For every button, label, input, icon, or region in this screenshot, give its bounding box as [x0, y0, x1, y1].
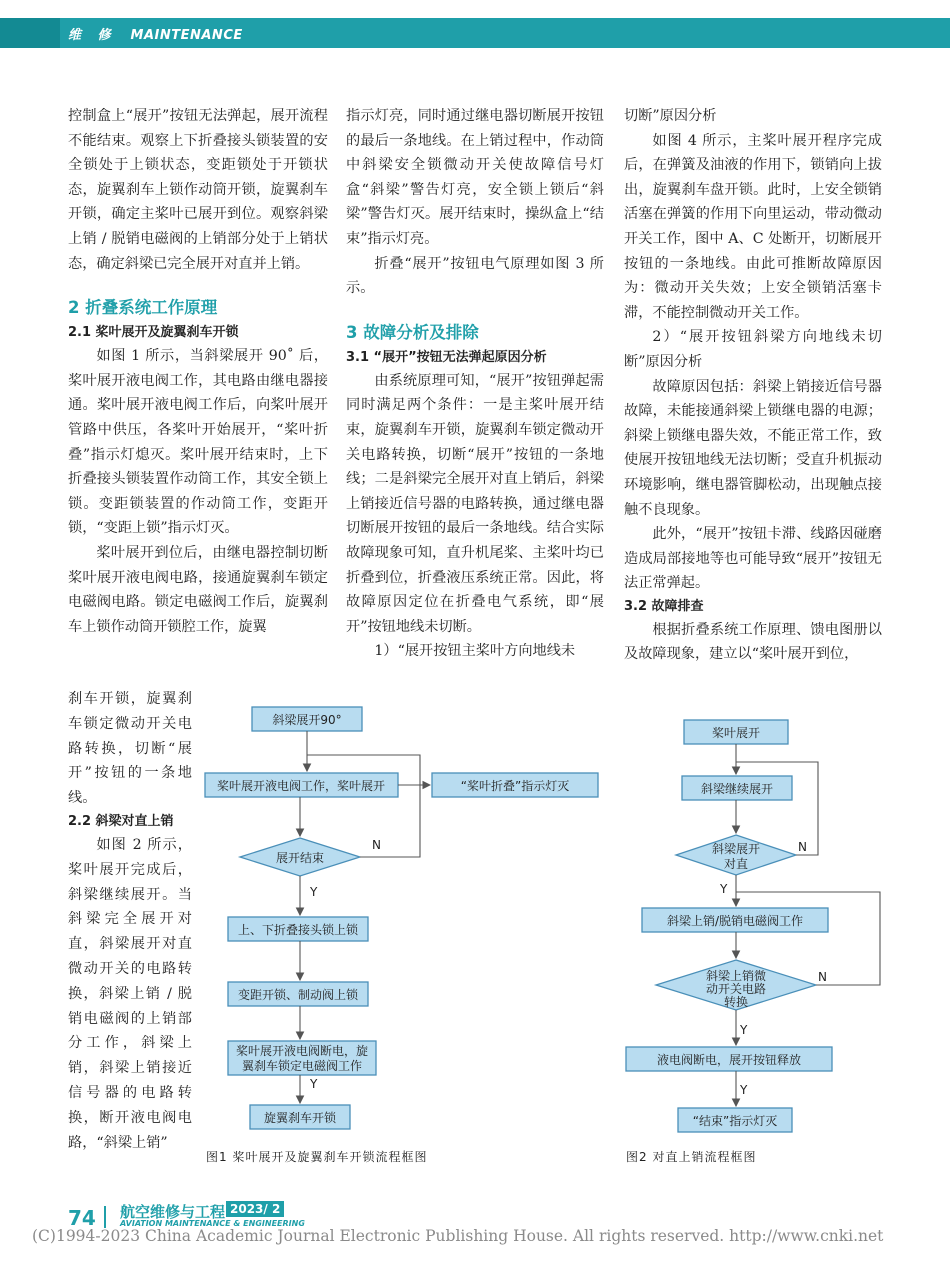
- journal-title: 航空维修与工程: [120, 1203, 226, 1221]
- paragraph: 折叠“展开”按钮电气原理如图 3 所示。: [346, 255, 604, 297]
- flow-text: 上、下折叠接头锁上锁: [237, 923, 359, 937]
- column-1-narrow: [68, 687, 192, 1155]
- paragraph: 如图 1 所示，当斜梁展开 90˚ 后，桨叶展开液电阀工作，其电路由继电器接通。桨叶展开液电阀工作后，向桨叶展开管路中供压，各桨叶开始展开，“桨叶折叠”指示灯熄灭。桨叶展开结束时，上下折叠接头锁装置作动筒工作，其安全锁上锁。变距锁装置的作动筒工作，变距开锁，“变距上锁”指示灯灭。: [68, 348, 328, 537]
- header-section-zh: 维 修: [68, 28, 117, 43]
- section-heading: 2 折叠系统工作原理: [68, 298, 218, 318]
- flow-text: 对直: [723, 857, 749, 871]
- figure-1-caption: 图1 桨叶展开及旋翼刹车开锁流程框图: [206, 1150, 428, 1164]
- paragraph: 1）“展开按钮主桨叶方向地线未: [374, 643, 576, 660]
- paragraph: 如图 2 所示，桨叶展开完成后，斜梁继续展开。当斜梁完全展开对直，斜梁展开对直微动开关的电路转换，斜梁上销 / 脱销电磁阀的上销部分工作，斜梁上销，斜梁上销接近信号器的电路转换，断开液电阀电路，“斜梁上销”: [68, 836, 192, 1151]
- paragraph: 桨叶展开到位后，由继电器控制切断桨叶展开液电阀电路，接通旋翼刹车锁定电磁阀电路。锁定电磁阀工作后，旋翼刹车上锁作动筒开锁腔工作，旋翼: [68, 544, 328, 635]
- flow-text: “桨叶折叠”指示灯灭: [460, 779, 570, 793]
- flow-label-no: N: [798, 840, 807, 854]
- header-section-title: [68, 24, 243, 43]
- paragraph: 由系统原理可知，“展开”按钮弹起需同时满足两个条件：一是主桨叶展开结束，旋翼刹车开锁，旋翼刹车锁定微动开关电路转换，切断“展开”按钮的一条地线；二是斜梁完全展开对直上销后，斜梁上销接近信号器的电路转换，通过继电器切断展开按钮的最后一条地线。结合实际故障现象可知，直升机尾桨、主桨叶均已折叠到位，折叠液压系统正常。因此，将故障原因定位在折叠电气系统，即“展开”按钮地线未切断。: [346, 372, 604, 635]
- flow-label-yes: Y: [740, 1083, 748, 1097]
- page-number: 74: [68, 1206, 96, 1230]
- header-section-en: MAINTENANCE: [130, 28, 243, 43]
- subsection-heading: 3.2 故障排查: [624, 598, 704, 614]
- flow-text: 斜梁上销微: [705, 969, 767, 983]
- flow-label-no: N: [818, 970, 827, 984]
- flow-text: 斜梁继续展开: [700, 782, 774, 796]
- subsection-heading: 2.2 斜梁对直上销: [68, 813, 174, 829]
- flow-label-yes: Y: [720, 882, 728, 896]
- paragraph: 根据折叠系统工作原理、馈电图册以及故障现象，建立以“桨叶展开到位，: [624, 621, 882, 663]
- flow-text: 变距开锁、制动阀上锁: [237, 988, 359, 1002]
- paragraph: 故障原因包括：斜梁上销接近信号器故障，未能接通斜梁上锁继电器的电源；斜梁上锁继电器失效，不能正常工作，致使展开按钮地线无法切断；受直升机振动环境影响，继电器管脚松动，出现触点接触不良现象。: [624, 378, 882, 518]
- journal-issue: 2023/ 2: [226, 1201, 284, 1217]
- flow-text: “结束”指示灯灭: [692, 1114, 778, 1128]
- header-accent-bar: [0, 18, 60, 48]
- flow-label-yes: Y: [740, 1023, 748, 1037]
- flow-label-yes: Y: [310, 1077, 318, 1091]
- subsection-heading: 3.1 “展开”按钮无法弹起原因分析: [346, 349, 547, 365]
- flow-text: 液电阀断电，展开按钮释放: [656, 1053, 802, 1067]
- paragraph: 指示灯亮，同时通过继电器切断展开按钮的最后一条地线。在上销过程中，作动筒中斜梁安全锁微动开关使故障信号灯盒“斜梁”警告灯亮，安全锁上锁后“斜梁”警告灯灭。展开结束时，操纵盒上“结束”指示灯亮。: [346, 108, 604, 247]
- figure-1-flowchart: [200, 695, 620, 1140]
- flow-text: 斜梁展开: [711, 842, 761, 856]
- flow-text: 桨叶展开液电阀工作，桨叶展开: [216, 779, 386, 793]
- paragraph: 2）“展开按钮斜梁方向地线未切断”原因分析: [624, 329, 882, 370]
- flow-text: 转换: [723, 995, 749, 1009]
- flow-text: 翼刹车锁定电磁阀工作: [241, 1059, 363, 1073]
- journal-title-en: AVIATION MAINTENANCE & ENGINEERING: [120, 1219, 305, 1228]
- footer-divider: [104, 1206, 106, 1228]
- flow-text: 动开关电路: [705, 982, 767, 996]
- figure-2-caption: 图2 对直上销流程框图: [626, 1150, 757, 1164]
- column-1: [68, 104, 328, 639]
- paragraph: 切断”原因分析: [624, 108, 717, 124]
- figure-2-flowchart: [622, 712, 892, 1142]
- copyright-watermark: (C)1994-2023 China Academic Journal Electronic Publishing House. All rights reserved. http://www.cnki.net: [32, 1227, 884, 1245]
- paragraph: 此外，“展开”按钮卡滞、线路因碰磨造成局部接地等也可能导致“展开”按钮无法正常弹起。: [624, 526, 882, 592]
- flow-text: 斜梁上销/脱销电磁阀工作: [666, 914, 804, 928]
- flow-label-yes: Y: [310, 885, 318, 899]
- paragraph: 刹车开锁，旋翼刹车锁定微动开关电路转换，切断“展开”按钮的一条地线。: [68, 691, 192, 807]
- column-3: [624, 104, 882, 667]
- flow-text: 斜梁展开90°: [272, 713, 342, 727]
- flow-text: 展开结束: [275, 851, 325, 865]
- column-2: [346, 104, 604, 664]
- flow-label-no: N: [372, 838, 381, 852]
- flow-text: 桨叶展开液电阀断电，旋: [235, 1044, 369, 1058]
- paragraph: 控制盒上“展开”按钮无法弹起，展开流程不能结束。观察上下折叠接头锁装置的安全锁处于上锁状态，变距锁处于开锁状态，旋翼刹车上锁作动筒开锁，旋翼刹车开锁，确定主桨叶已展开到位。观察斜梁上销 / 脱销电磁阀的上销部分处于上销状态，确定斜梁已完全展开对直并上销。: [68, 108, 328, 272]
- paragraph: 如图 4 所示，主桨叶展开程序完成后，在弹簧及油液的作用下，锁销向上拔出，旋翼刹车盘开锁。此时，上安全锁销活塞在弹簧的作用下向里运动，带动微动开关工作，图中 A、C 处断开，切断展开按钮的一条地线。由此可推断故障原因为：微动开关失效；上安全锁销活塞卡滞，不能控制微动开关工作。: [624, 132, 882, 321]
- flow-text: 旋翼刹车开锁: [263, 1111, 337, 1125]
- section-heading: 3 故障分析及排除: [346, 322, 479, 342]
- subsection-heading: 2.1 桨叶展开及旋翼刹车开锁: [68, 325, 239, 341]
- flow-text: 桨叶展开: [711, 726, 761, 740]
